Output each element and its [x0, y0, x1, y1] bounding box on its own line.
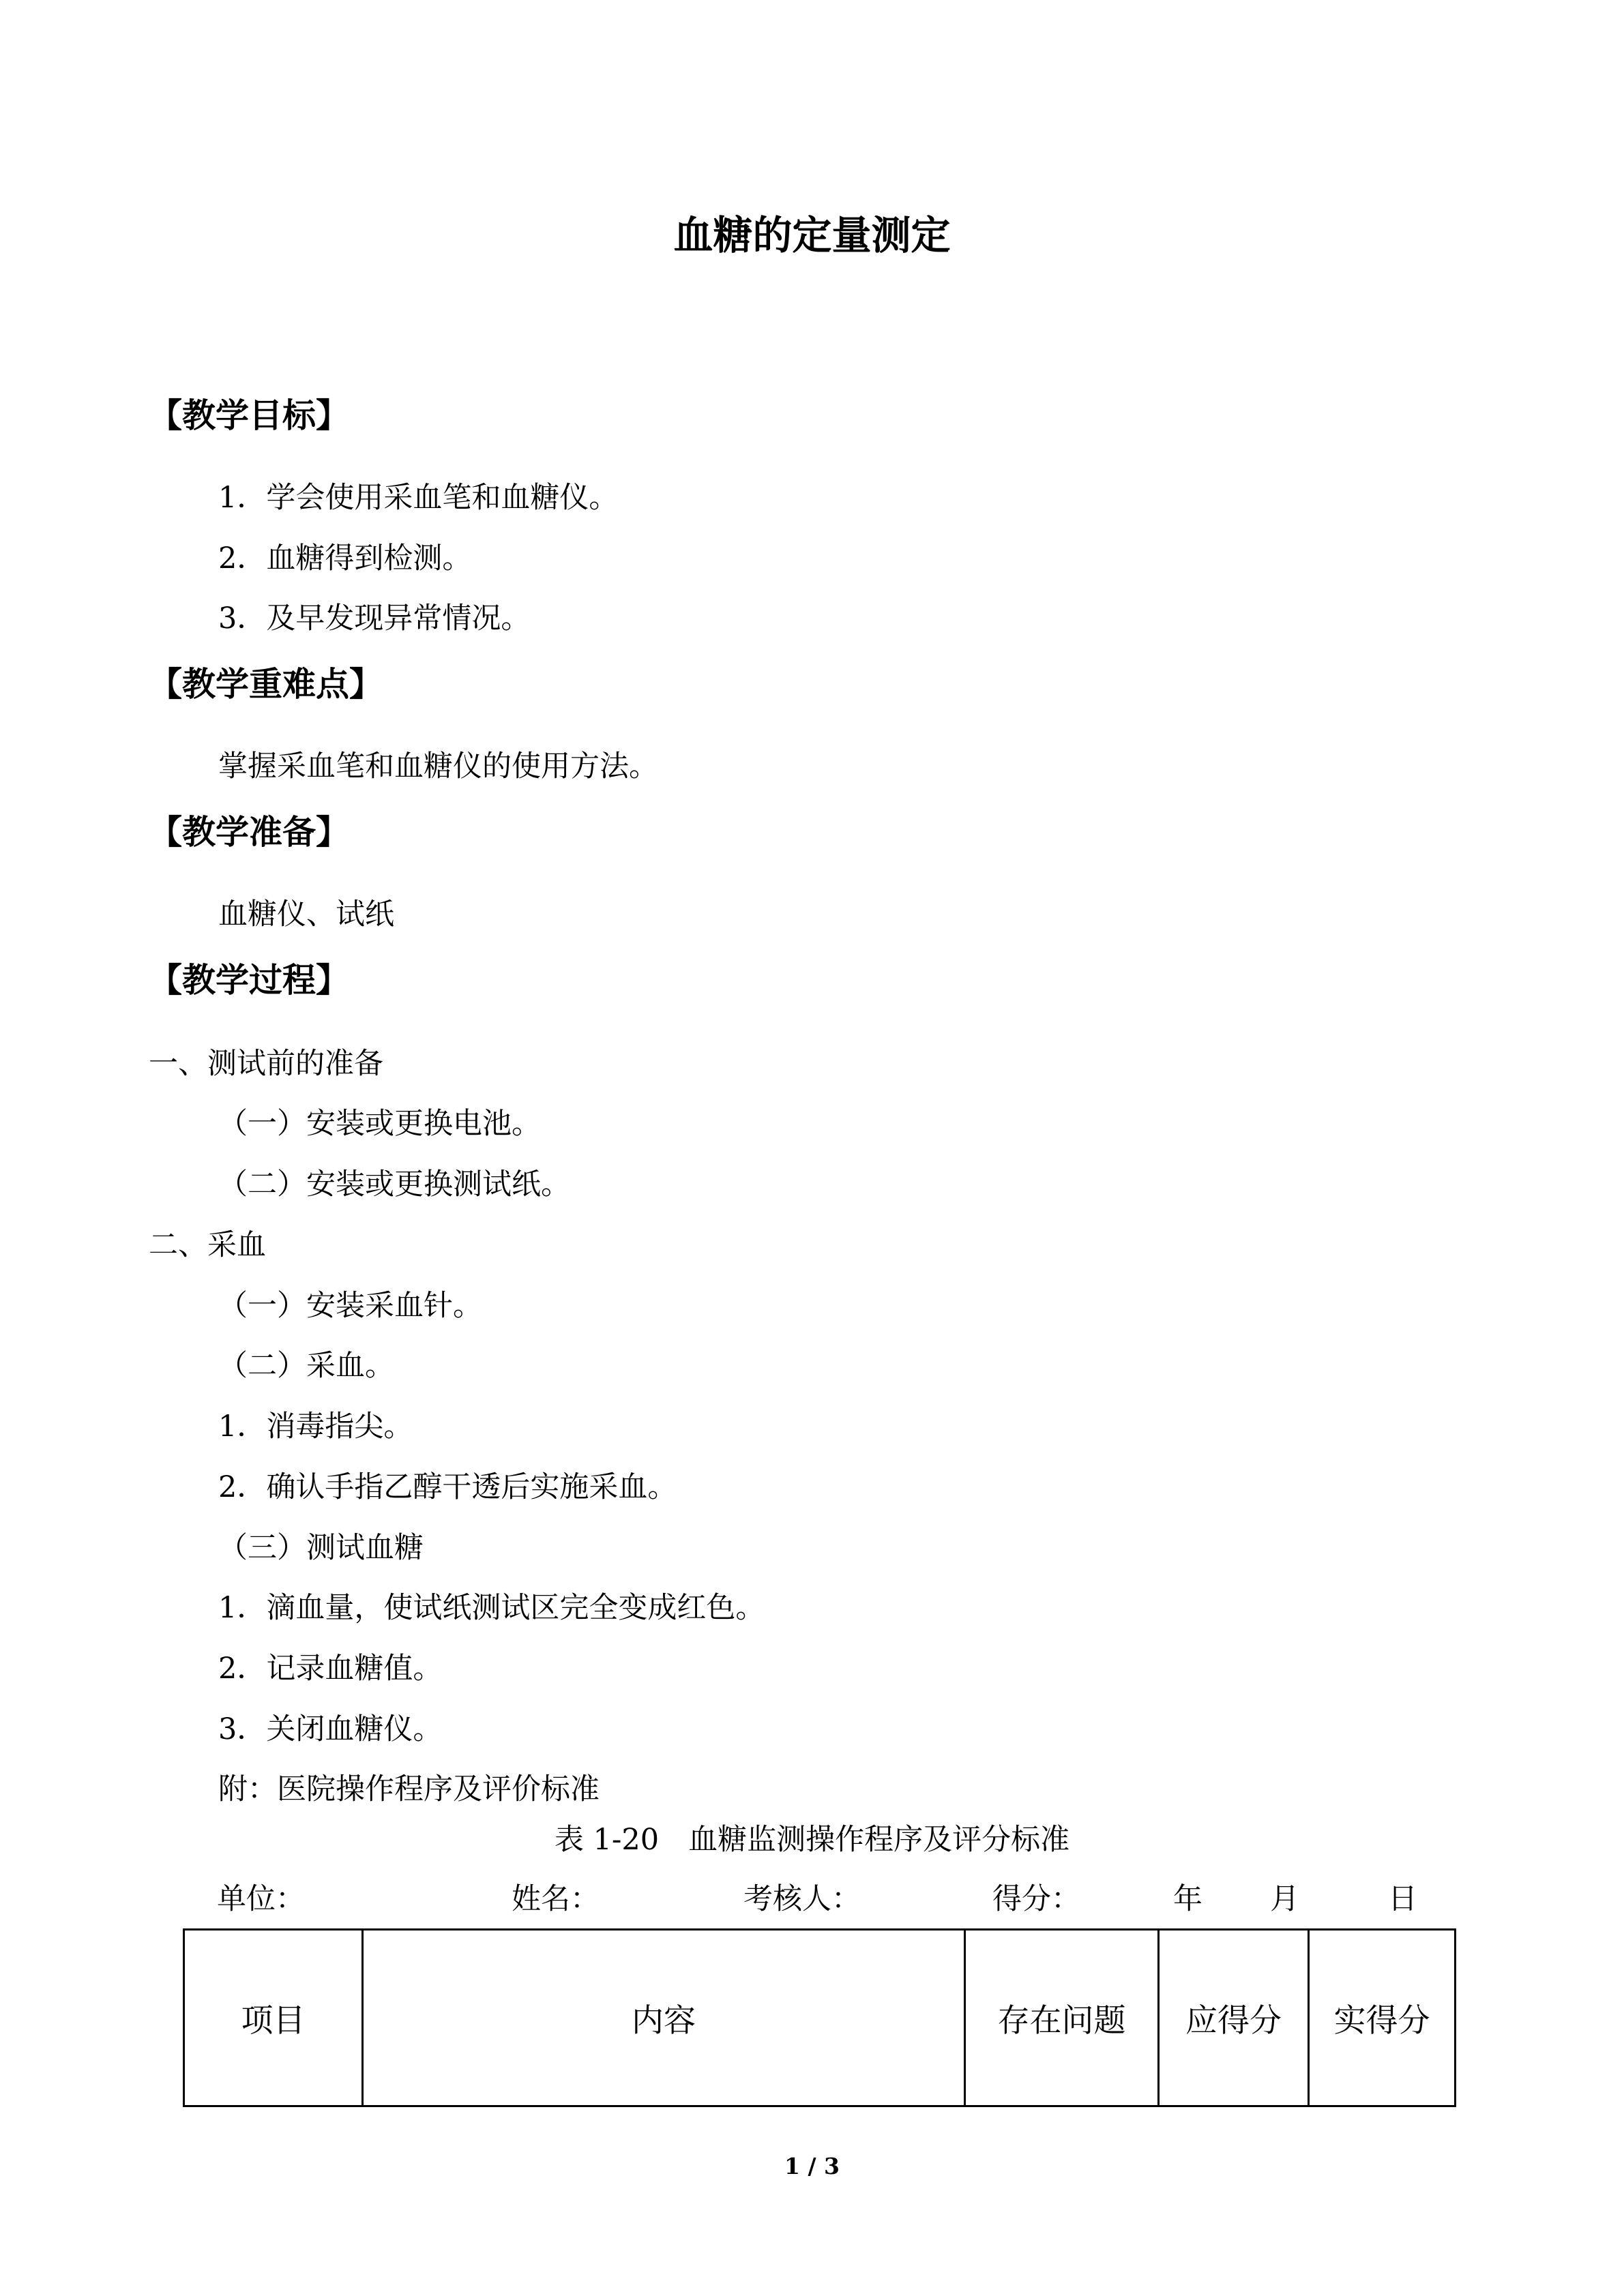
process-step: （一）安装或更换电池。 — [218, 1107, 541, 1141]
meta-year-label: 年 — [1173, 1882, 1202, 1916]
table-caption: 表 1-20 血糖监测操作程序及评分标准 — [554, 1823, 1070, 1857]
process-step: 2．记录血糖值。 — [218, 1652, 443, 1686]
meta-month-label: 月 — [1270, 1882, 1299, 1916]
heading-teaching-goals: 【教学目标】 — [149, 396, 350, 435]
table-header-row — [184, 1930, 1456, 2106]
header-item: 项目 — [184, 1930, 363, 2106]
process-step: （三）测试血糖 — [218, 1531, 424, 1565]
goal-item: 1．学会使用采血笔和血糖仪。 — [218, 481, 619, 515]
process-part1-title: 一、测试前的准备 — [149, 1047, 383, 1081]
meta-name-label: 姓名： — [512, 1882, 600, 1916]
heading-preparation: 【教学准备】 — [149, 813, 350, 852]
heading-key-points: 【教学重难点】 — [149, 665, 383, 704]
header-issues: 存在问题 — [965, 1930, 1159, 2106]
process-step: 2．确认手指乙醇干透后实施采血。 — [218, 1470, 677, 1504]
page-title: 血糖的定量测定 — [673, 212, 951, 258]
goal-item: 3．及早发现异常情况。 — [218, 601, 531, 636]
meta-examiner-label: 考核人： — [743, 1882, 861, 1916]
process-step: （二）采血。 — [218, 1349, 394, 1383]
process-step: 1．滴血量，使试纸测试区完全变成红色。 — [218, 1591, 765, 1625]
appendix-note: 附：医院操作程序及评价标准 — [218, 1772, 600, 1806]
scoring-table — [183, 1928, 1456, 2107]
goal-item: 2．血糖得到检测。 — [218, 541, 472, 576]
process-step: 3．关闭血糖仪。 — [218, 1712, 443, 1746]
meta-score-label: 得分： — [992, 1882, 1080, 1916]
meta-day-label: 日 — [1388, 1882, 1417, 1916]
key-points-text: 掌握采血笔和血糖仪的使用方法。 — [218, 749, 658, 784]
header-full-score: 应得分 — [1159, 1930, 1309, 2106]
preparation-text: 血糖仪、试纸 — [218, 897, 394, 931]
meta-unit-label: 单位： — [217, 1882, 305, 1916]
process-step: 1．消毒指尖。 — [218, 1410, 413, 1444]
process-part2-title: 二、采血 — [149, 1228, 266, 1262]
process-step: （二）安装或更换测试纸。 — [218, 1167, 570, 1202]
header-content: 内容 — [363, 1930, 965, 2106]
heading-process: 【教学过程】 — [149, 961, 350, 1000]
page-number: 1 / 3 — [784, 2153, 840, 2179]
header-actual-score: 实得分 — [1309, 1930, 1456, 2106]
process-step: （一）安装采血针。 — [218, 1289, 482, 1323]
